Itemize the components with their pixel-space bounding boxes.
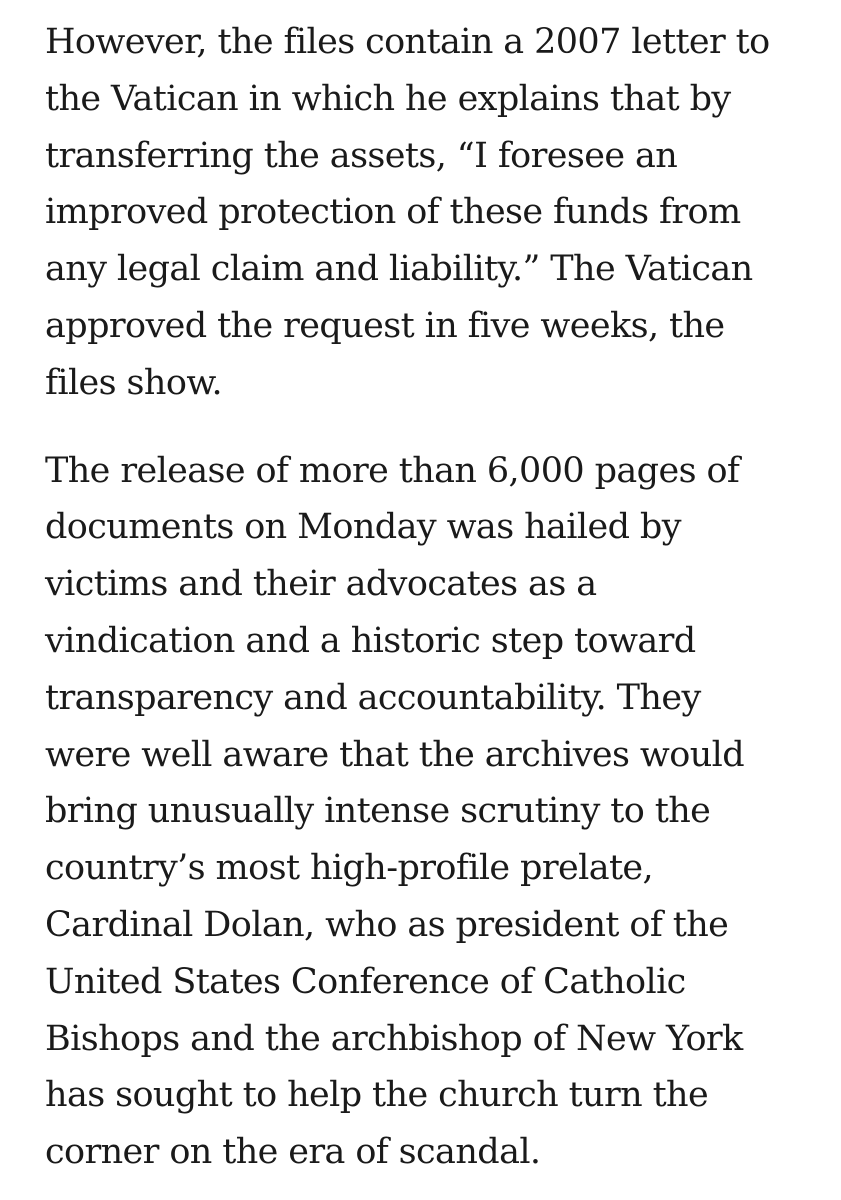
paragraph-line: transferring the assets, “I foresee an xyxy=(45,135,678,176)
paragraph-line: transparency and accountability. They xyxy=(45,677,701,718)
paragraph-line: corner on the era of scandal. xyxy=(45,1132,541,1173)
paragraph-line: Cardinal Dolan, who as president of the xyxy=(45,904,729,945)
paragraph-line: documents on Monday was hailed by xyxy=(45,507,681,548)
paragraph-line: bring unusually intense scrutiny to the xyxy=(45,791,711,832)
paragraph-line: victims and their advocates as a xyxy=(45,564,597,605)
paragraph-line: has sought to help the church turn the xyxy=(45,1075,709,1116)
paragraph-line: approved the request in five weeks, the xyxy=(45,305,725,346)
paragraph-line: Bishops and the archbishop of New York xyxy=(45,1018,743,1059)
paragraph-line: files show. xyxy=(45,362,223,403)
paragraph-line: country’s most high-profile prelate, xyxy=(45,848,654,889)
paragraph-line: the Vatican in which he explains that by xyxy=(45,78,731,119)
paragraph-line: vindication and a historic step toward xyxy=(45,620,696,661)
paragraph-line: United States Conference of Catholic xyxy=(45,961,686,1002)
paragraph-line: The release of more than 6,000 pages of xyxy=(45,450,740,491)
paragraph-vatican-letter xyxy=(45,14,835,412)
paragraph-line: were well aware that the archives would xyxy=(45,734,745,775)
article-body xyxy=(45,14,835,1181)
paragraph-line: However, the files contain a 2007 letter to xyxy=(45,22,770,62)
paragraph-line: improved protection of these funds from xyxy=(45,192,741,233)
paragraph-documents-release xyxy=(45,443,835,1181)
paragraph-line: any legal claim and liability.” The Vatican xyxy=(45,249,753,290)
